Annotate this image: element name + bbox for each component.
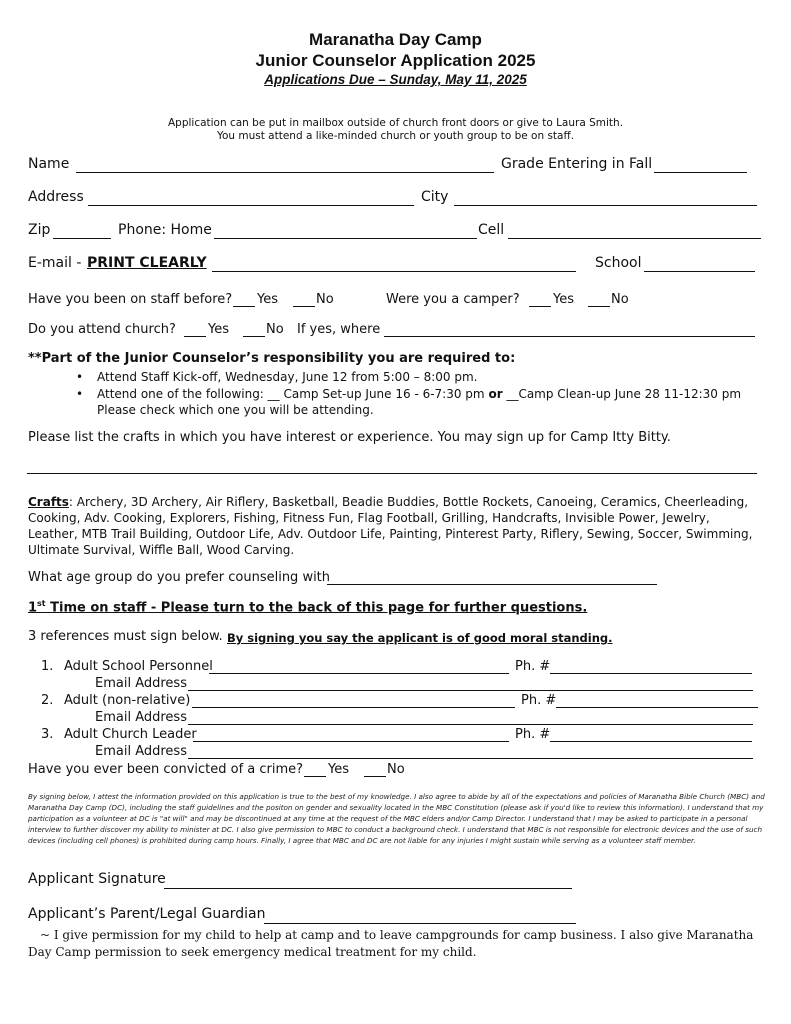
address-field[interactable] [88, 205, 414, 206]
responsibility-heading: **Part of the Junior Counselor’s responsibility you are required to: [28, 351, 516, 366]
address-label: Address [28, 189, 84, 205]
reference-2-label: Adult (non-relative) [64, 693, 191, 708]
church-no-blank[interactable] [243, 336, 265, 337]
reference-3-phone-field[interactable] [550, 741, 752, 742]
school-field[interactable] [644, 271, 755, 272]
guardian-signature-field[interactable] [264, 923, 576, 924]
reference-1-phone-label: Ph. # [515, 659, 551, 674]
guardian-permission-text: ~ I give permission for my child to help at camp and to leave campgrounds for camp business. I also give Maranatha Day Camp permission to seek emergency medical treatment for my child. [28, 928, 754, 959]
reference-3-number: 3. [41, 727, 54, 742]
age-group-field[interactable] [327, 584, 657, 585]
name-field[interactable] [76, 172, 494, 173]
crafts-prompt: Please list the crafts in which you have interest or experience. You may sign up for Camp Itty Bitty. [28, 430, 671, 445]
reference-1-email-field[interactable] [188, 690, 753, 691]
city-field[interactable] [454, 205, 757, 206]
first-time-suffix: st [37, 599, 46, 608]
crafts-list [28, 494, 763, 558]
reference-3-signature-field[interactable] [193, 741, 509, 742]
reference-2-number: 2. [41, 693, 54, 708]
city-label: City [421, 189, 449, 205]
responsibility-bullet-1: • Attend Staff Kick-off, Wednesday, June 12 from 5:00 – 8:00 pm. [97, 370, 477, 384]
age-group-label: What age group do you prefer counseling with [28, 570, 331, 585]
camp-name: Maranatha Day Camp [309, 30, 482, 49]
church-no: No [266, 322, 284, 337]
phone-home-label: Phone: Home [118, 222, 212, 238]
crime-no-blank[interactable] [364, 776, 386, 777]
camper-no: No [611, 292, 629, 307]
intro-line-1: Application can be put in mailbox outside of church front doors or give to Laura Smith. [167, 117, 624, 129]
crime-no: No [387, 762, 405, 777]
guardian-signature-label: Applicant’s Parent/Legal Guardian [28, 906, 266, 922]
reference-2-email-field[interactable] [188, 724, 753, 725]
staff-before-question: Have you been on staff before? [28, 292, 233, 307]
staff-before-yes: Yes [257, 292, 278, 307]
staff-before-yes-blank[interactable] [233, 306, 255, 307]
camper-yes: Yes [553, 292, 574, 307]
reference-3-email-field[interactable] [188, 758, 753, 759]
bullet-2-cleanup: __Camp Clean-up June 28 11-12:30 pm [506, 387, 742, 401]
reference-3-phone-label: Ph. # [515, 727, 551, 742]
reference-3-email-label: Email Address [95, 744, 187, 759]
form-title: Junior Counselor Application 2025 [255, 51, 536, 70]
staff-before-no: No [316, 292, 334, 307]
reference-1-email-label: Email Address [95, 676, 187, 691]
phone-home-field[interactable] [214, 238, 477, 239]
staff-before-no-blank[interactable] [293, 306, 315, 307]
zip-field[interactable] [53, 238, 111, 239]
name-label: Name [28, 156, 70, 172]
intro-line-2: You must attend a like-minded church or youth group to be on staff. [216, 130, 575, 142]
grade-label: Grade Entering in Fall [501, 156, 653, 172]
camper-yes-blank[interactable] [529, 306, 551, 307]
crime-yes-blank[interactable] [304, 776, 326, 777]
email-field[interactable] [212, 271, 576, 272]
reference-2-signature-field[interactable] [192, 707, 515, 708]
responsibility-check-note: Please check which one you will be attending. [97, 403, 374, 417]
email-print-clearly: PRINT CLEARLY [87, 255, 207, 271]
reference-1-signature-field[interactable] [209, 673, 509, 674]
crime-question: Have you ever been convicted of a crime? [28, 762, 304, 777]
bullet-2-or: or [488, 387, 503, 401]
crafts-label: Crafts [28, 495, 69, 509]
references-intro: 3 references must sign below. [28, 629, 223, 644]
grade-field[interactable] [654, 172, 747, 173]
reference-1-label: Adult School Personnel [64, 659, 213, 674]
responsibility-bullet-2 [97, 387, 741, 401]
zip-label: Zip [28, 222, 51, 238]
applicant-signature-label: Applicant Signature [28, 871, 166, 887]
reference-1-phone-field[interactable] [550, 673, 752, 674]
camper-question: Were you a camper? [386, 292, 520, 307]
reference-2-phone-label: Ph. # [521, 693, 557, 708]
due-date: Applications Due – Sunday, May 11, 2025 [264, 72, 527, 87]
first-time-ordinal: 1 [28, 600, 38, 616]
crime-yes: Yes [328, 762, 349, 777]
references-intro-bold: By signing you say the applicant is of good moral standing. [227, 631, 613, 645]
reference-2-phone-field[interactable] [556, 707, 758, 708]
cell-field[interactable] [508, 238, 761, 239]
church-where-label: If yes, where [297, 322, 381, 337]
crafts-items: : Archery, 3D Archery, Air Riflery, Basketball, Beadie Buddies, Bottle Rockets, Canoeing, Ceramics, Cheerleading, Cooking, Adv. Cooking, Explorers, Fishing, Fitness Fun, Flag Football, Grilling, Handcrafts, Invisible Power, Jewelry, Leather, MTB Trail Building, Outdoor Life, Adv. Outdoor Life, Painting, Pinterest Party, Riflery, Sewing, Soccer, Swimming, Ultimate Survival, Wiffle Ball, Wood Carving. [28, 495, 753, 557]
first-time-note [28, 599, 587, 615]
church-where-field[interactable] [384, 336, 755, 337]
crafts-answer-field[interactable] [27, 473, 757, 474]
school-label: School [595, 255, 642, 271]
reference-3-label: Adult Church Leader [64, 727, 197, 742]
reference-2-email-label: Email Address [95, 710, 187, 725]
applicant-signature-field[interactable] [164, 888, 572, 889]
first-time-text: Time on staff - Please turn to the back of this page for further questions. [45, 600, 588, 616]
church-yes: Yes [208, 322, 229, 337]
email-label: E-mail - [28, 255, 82, 271]
bullet-2-setup: Attend one of the following: __ Camp Set-up June 16 - 6-7:30 pm [97, 387, 485, 401]
legal-statement: By signing below, I attest the information provided on this application is true to the best of my knowledge. I also agree to abide by all of the expectations and policies of Maranatha Bible Church (MBC) and Maranatha Day Camp (DC), including the staff guidelines and the positon on gender and sexuality located in the MBC Constitution (please ask if you'd like to review this information). I understand that my participation as a volunteer at DC is "at will" and may be discontinued at any time at the request of the MBC elders and/or Camp Director. I understand that I may be asked to participate in a personal interview to further discover my ability to minister at DC. I also give permission to MBC to conduct a background check. I understand that MBC is not responsible for electronic devices and the use of such devices (including cell phones) is prohibited during camp hours. Finally, I agree that MBC and DC are not liable for any injuries I might sustain while serving as a volunteer staff member. [28, 792, 765, 845]
church-question: Do you attend church? [28, 322, 176, 337]
church-yes-blank[interactable] [184, 336, 206, 337]
cell-label: Cell [478, 222, 505, 238]
reference-1-number: 1. [41, 659, 54, 674]
camper-no-blank[interactable] [588, 306, 610, 307]
